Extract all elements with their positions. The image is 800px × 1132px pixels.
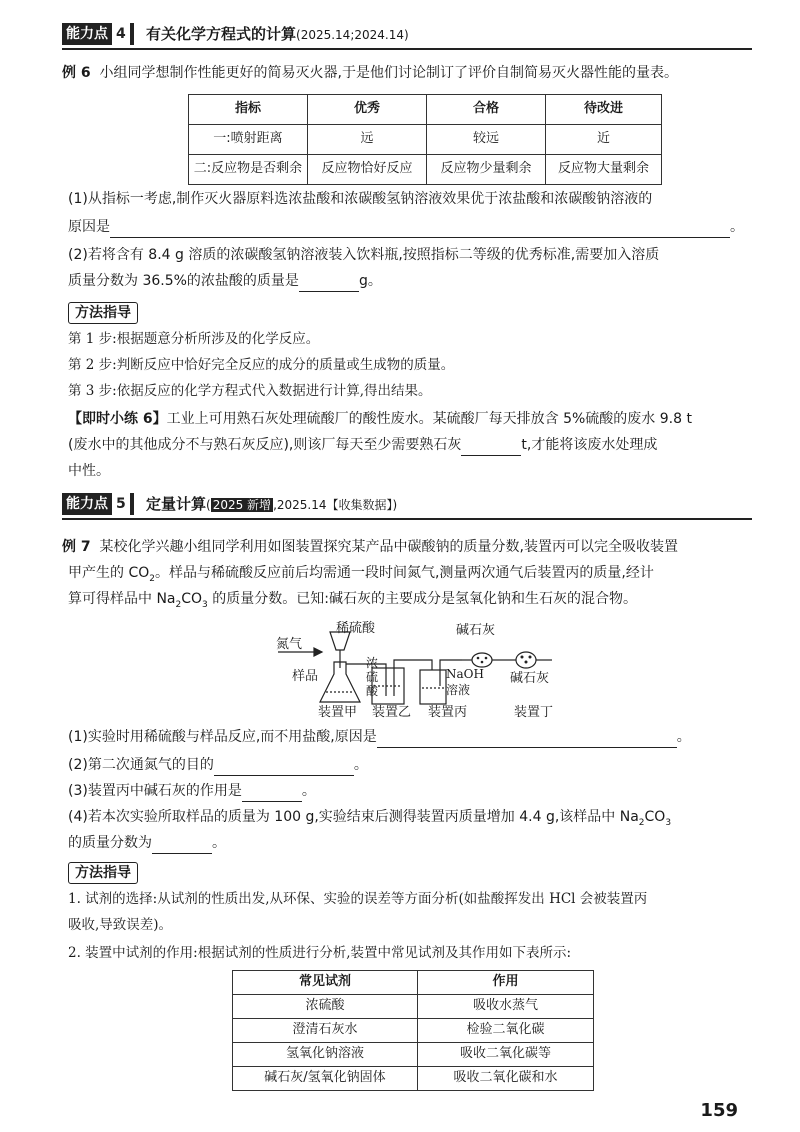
- drying-tube-c: [472, 653, 492, 667]
- label-soda-lime-right: 碱石灰: [510, 671, 550, 686]
- section-title: 定量计算( 2025 新增 ,2025.14【收集数据】): [146, 495, 398, 513]
- answer-blank[interactable]: [461, 439, 521, 456]
- method-item-1-cont: 吸收,导致误差)。: [68, 917, 173, 933]
- ex6-q1-answer-line: 原因是 。: [68, 218, 758, 238]
- label-apparatus-d: 装置丁: [514, 705, 554, 720]
- ex7-q3: (3)装置丙中碱石灰的作用是 。: [68, 782, 758, 802]
- label-conc-acid: 浓 硫 酸: [366, 656, 379, 698]
- section-header-5: [62, 492, 752, 520]
- answer-blank[interactable]: [377, 731, 677, 748]
- label-apparatus-c: 装置丙: [428, 705, 468, 720]
- method-item-1: 1. 试剂的选择:从试剂的性质出发,从环保、实验的误差等方面分析(如盐酸挥发出 HCl 会被装置丙: [68, 891, 648, 907]
- method-step: 第 1 步:根据题意分析所涉及的化学反应。: [68, 331, 320, 347]
- method-step: 第 3 步:依据反应的化学方程式代入数据进行计算,得出结果。: [68, 383, 432, 399]
- practice-6-line2: (废水中的其他成分不与熟石灰反应),则该厂每天至少需要熟石灰 t,才能将该废水处理成: [68, 436, 758, 456]
- ability-tag: 能力点 4: [62, 23, 134, 45]
- label-solution: 溶液: [446, 683, 471, 697]
- ability-tag: 能力点 5: [62, 493, 134, 515]
- method-step: 第 2 步:判断反应中恰好完全反应的成分的质量或生成物的质量。: [68, 357, 455, 373]
- label-sample: 样品: [292, 669, 319, 684]
- method-guide-box: 方法指导: [68, 302, 138, 324]
- label-naoh: NaOH: [446, 667, 484, 681]
- answer-blank[interactable]: [152, 837, 212, 854]
- ex7-q1: (1)实验时用稀硫酸与样品反应,而不用盐酸,原因是 。: [68, 728, 758, 748]
- label-dilute-acid: 稀硫酸: [336, 621, 376, 636]
- ex7-q2: (2)第二次通氮气的目的 。: [68, 756, 758, 776]
- ex7-q4-answer-line: 的质量分数为 。: [68, 834, 758, 854]
- reagent-table: 常见试剂 作用 浓硫酸 吸收水蒸气 澄清石灰水 检验二氧化碳 氢氧化钠溶液 吸收二氧化碳等 碱石灰/氢氧化钠固体 吸收二氧化碳和水: [232, 970, 594, 1091]
- ex6-q2-answer-line: 质量分数为 36.5%的浓盐酸的质量是 g。: [68, 272, 758, 292]
- arrow-icon: [314, 648, 322, 656]
- example-7-line3: 算可得样品中 $Na_2CO_3$ 的质量分数。已知:碱石灰的主要成分是氢氧化钠和生石灰的混合物。: [68, 591, 637, 610]
- section-title: 有关化学方程式的计算(2025.14;2024.14): [146, 25, 409, 43]
- practice-6-line3: 中性。: [68, 463, 110, 479]
- answer-blank[interactable]: [242, 785, 302, 802]
- answer-blank[interactable]: [110, 221, 730, 238]
- answer-blank[interactable]: [214, 759, 354, 776]
- example-7-line1: 例 7 某校化学兴趣小组同学利用如图装置探究某产品中碳酸钠的质量分数,装置丙可以完全吸收装置: [62, 539, 678, 555]
- example-7-line2: 甲产生的 $CO_2$。样品与稀硫酸反应前后均需通一段时间氮气,测量两次通气后装置丙的质量,经计: [68, 565, 654, 584]
- practice-6-line1: 【即时小练 6】工业上可用熟石灰处理硫酸厂的酸性废水。某硫酸厂每天排放含 5%硫酸的废水 9.8 t: [68, 411, 692, 427]
- evaluation-table: 指标 优秀 合格 待改进 一:喷射距离 远 较远 近 二:反应物是否剩余 反应物恰好反应 反应物少量剩余 反应物大量剩余: [188, 94, 662, 185]
- label-soda-lime-top: 碱石灰: [456, 623, 496, 638]
- example-6-stem: 例 6 小组同学想制作性能更好的简易灭火器,于是他们讨论制订了评价自制简易灭火器性能的量表。: [62, 65, 678, 81]
- bottle-c: [420, 670, 446, 704]
- answer-blank[interactable]: [299, 275, 359, 292]
- page-number: 159: [700, 1100, 738, 1121]
- label-nitrogen: 氮气: [276, 637, 303, 652]
- method-guide-box: 方法指导: [68, 862, 138, 884]
- label-apparatus-a: 装置甲: [318, 705, 358, 720]
- ex6-q2: (2)若将含有 8.4 g 溶质的浓碳酸氢钠溶液装入饮料瓶,按照指标二等级的优秀标准,需要加入溶质: [68, 247, 660, 263]
- ex6-q1: (1)从指标一考虑,制作灭火器原料选浓盐酸和浓碳酸氢钠溶液效果优于浓盐酸和浓碳酸钠溶液的: [68, 191, 653, 207]
- method-item-2: 2. 装置中试剂的作用:根据试剂的性质进行分析,装置中常见试剂及其作用如下表所示:: [68, 945, 572, 961]
- drying-tube-d: [516, 652, 536, 668]
- label-apparatus-b: 装置乙: [372, 705, 412, 720]
- ex7-q4: (4)若本次实验所取样品的质量为 100 g,实验结束后测得装置丙质量增加 4.4 g,该样品中 $Na_2CO_3$: [68, 809, 672, 828]
- section-header-4: [62, 22, 752, 50]
